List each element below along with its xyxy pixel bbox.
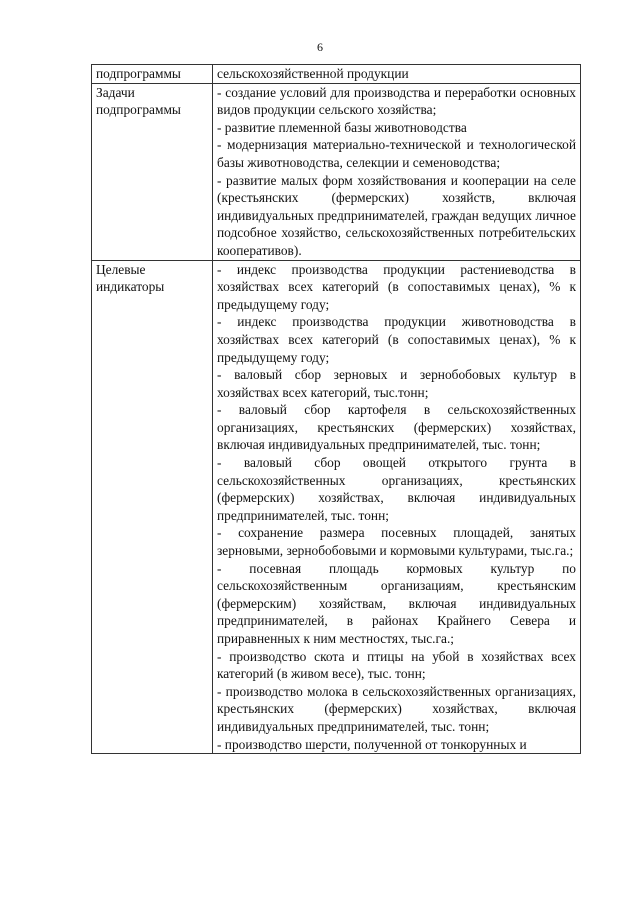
- content-item: - производство шерсти, полученной от тонкорунных и: [217, 736, 527, 752]
- content-item: - сохранение размера посевных площадей, занятых зерновыми, зернобобовыми и кормовыми культурами, тыс.га.;: [217, 525, 576, 559]
- row-content-cell: [213, 260, 581, 754]
- content-item: - модернизация материально-технической и технологической базы животноводства, селекции и семеноводства;: [217, 137, 576, 170]
- content-item: - развитие малых форм хозяйствования и кооперации на селе (крестьянских (фермерских) хозяйств, включая индивидуальных предпринимателей, граждан ведущих личное подсобное хозяйство, сельскохозяйственных потребительских кооперативов).: [217, 172, 576, 258]
- row-label-cell: [92, 65, 213, 84]
- content-item: - производство скота и птицы на убой в хозяйствах всех категорий (в живом весе), тыс. тонн;: [217, 648, 576, 682]
- row-label-text: индикаторы: [96, 279, 165, 295]
- content-item: - развитие племенной базы животноводства: [217, 119, 467, 135]
- table-row: [92, 260, 581, 754]
- table-row: [92, 83, 581, 260]
- content-item: - создание условий для производства и переработки основных видов продукции сельского хозяйства;: [217, 84, 576, 118]
- content-item: - валовый сбор овощей открытого грунта в сельскохозяйственных организациях, крестьянских (фермерских) хозяйствах, включая индивидуальных предпринимателей, тыс. тонн;: [217, 455, 576, 523]
- content-item: - валовый сбор зерновых и зернобобовых культур в хозяйствах всех категорий, тыс.тонн;: [217, 367, 576, 400]
- row-label-text: подпрограммы: [96, 66, 181, 81]
- row-label-cell: [92, 260, 213, 754]
- content-item: - посевная площадь кормовых культур по сельскохозяйственным организациям, крестьянским (фермерским) хозяйствам, включая индивидуальных предпринимателей, в районах Крайнего Севера и приравненных к ним местностях, тыс.га.;: [217, 560, 576, 646]
- content-item: - валовый сбор картофеля в сельскохозяйственных организациях, крестьянских (фермерских) хозяйствах, включая индивидуальных предпринимателей, тыс. тонн;: [217, 402, 576, 453]
- content-item: сельскохозяйственной продукции: [217, 66, 409, 81]
- content-item: - индекс производства продукции животноводства в хозяйствах всех категорий (в сопоставимых ценах), % к предыдущему году;: [217, 314, 576, 365]
- page-number: 6: [317, 40, 323, 54]
- row-content-cell: [213, 65, 581, 84]
- table-row: [92, 65, 581, 84]
- row-content-cell: [213, 83, 581, 260]
- content-item: - индекс производства продукции растениеводства в хозяйствах всех категорий (в сопоставимых ценах), % к предыдущему году;: [217, 261, 576, 312]
- program-passport-table: [91, 64, 581, 754]
- row-label-text: подпрограммы: [96, 102, 181, 118]
- content-item: - производство молока в сельскохозяйственных организациях, крестьянских (фермерских) хозяйствах, включая индивидуальных предпринимателей, тыс. тонн;: [217, 683, 576, 734]
- row-label-text: Целевые: [96, 261, 146, 277]
- row-label-cell: [92, 83, 213, 260]
- row-label-text: Задачи: [96, 84, 135, 100]
